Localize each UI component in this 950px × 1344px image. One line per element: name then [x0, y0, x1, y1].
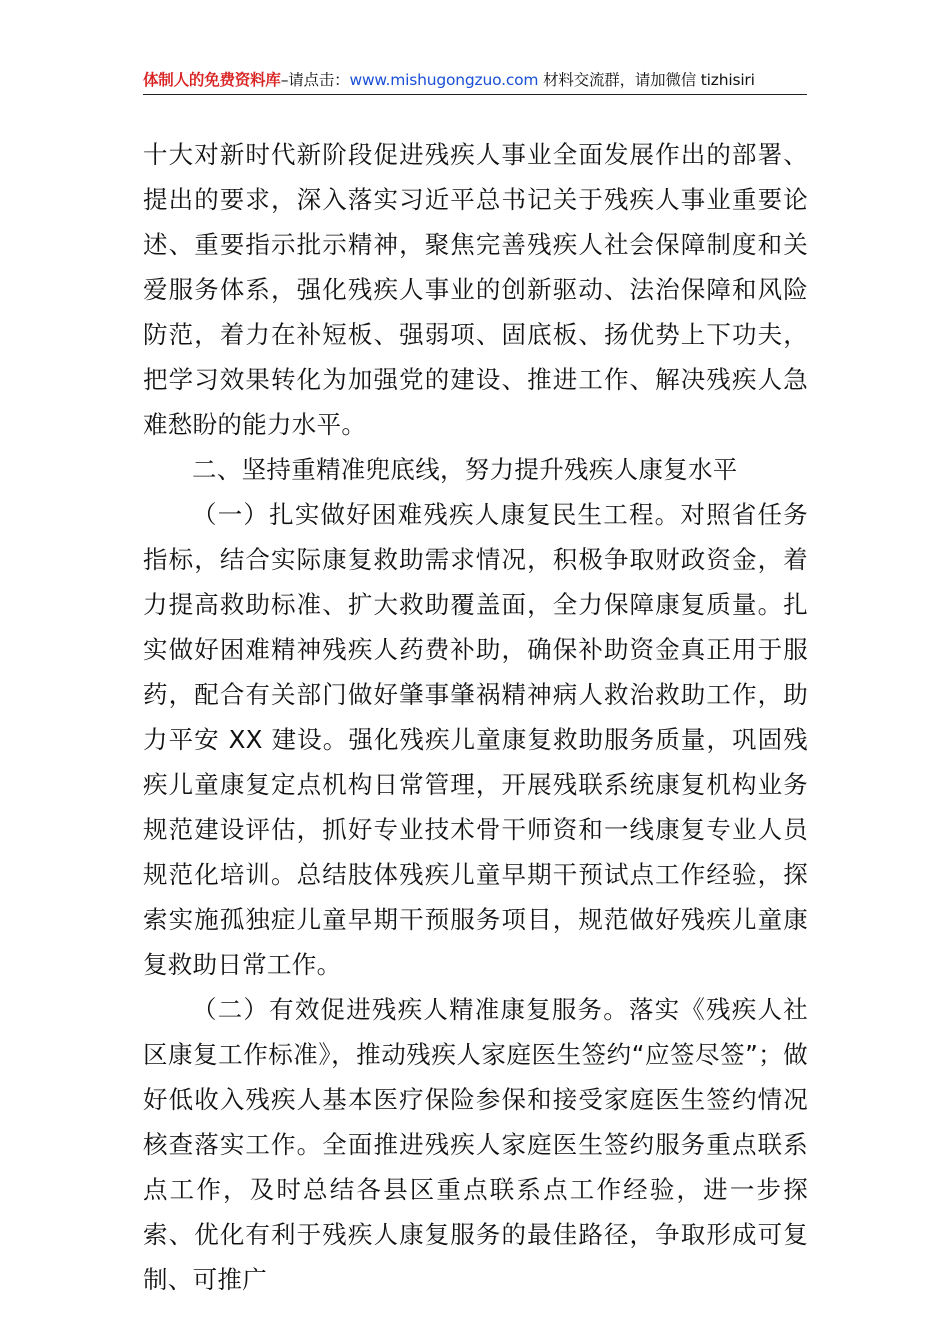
header-site-name: 体制人的免费资料库: [143, 71, 281, 89]
section-heading-2: 二、坚持重精准兜底线，努力提升残疾人康复水平: [192, 455, 738, 484]
paragraph-3: （二）有效促进残疾人精准康复服务。落实《残疾人社区康复工作标准》，推动残疾人家庭医生签约“应签尽签”；做好低收入残疾人基本医疗保险参保和接受家庭医生签约情况核查落实工作。全面推进残疾人家庭医生签约服务重点联系点工作，及时总结各县区重点联系点工作经验，进一步探索、优化有利于残疾人康复服务的最佳路径，争取形成可复制、可推广: [143, 995, 808, 1294]
header-url-link[interactable]: www.mishugongzuo.com: [349, 71, 539, 89]
header-prompt: –请点击：: [280, 71, 350, 89]
header-wechat-note: 材料交流群，请加微信 tizhisiri: [543, 71, 755, 89]
paragraph-2: （一）扎实做好困难残疾人康复民生工程。对照省任务指标，结合实际康复救助需求情况，积极争取财政资金，着力提高救助标准、扩大救助覆盖面，全力保障康复质量。扎实做好困难精神残疾人药费补助，确保补助资金真正用于服药，配合有关部门做好肇事肇祸精神病人救治救助工作，助力平安 XX 建设。强化残疾儿童康复救助服务质量，巩固残疾儿童康复定点机构日常管理，开展残联系统康复机构业务规范建设评估，抓好专业技术骨干师资和一线康复专业人员规范化培训。总结肢体残疾儿童早期干预试点工作经验，探索实施孤独症儿童早期干预服务项目，规范做好残疾儿童康复救助日常工作。: [143, 500, 808, 979]
document-body: [143, 132, 808, 1302]
paragraph-1: 十大对新时代新阶段促进残疾人事业全面发展作出的部署、提出的要求，深入落实习近平总书记关于残疾人事业重要论述、重要指示批示精神，聚焦完善残疾人社会保障制度和关爱服务体系，强化残疾人事业的创新驱动、法治保障和风险防范，着力在补短板、强弱项、固底板、扬优势上下功夫，把学习效果转化为加强党的建设、推进工作、解决残疾人急难愁盼的能力水平。: [143, 140, 808, 439]
page-header: [143, 66, 807, 95]
